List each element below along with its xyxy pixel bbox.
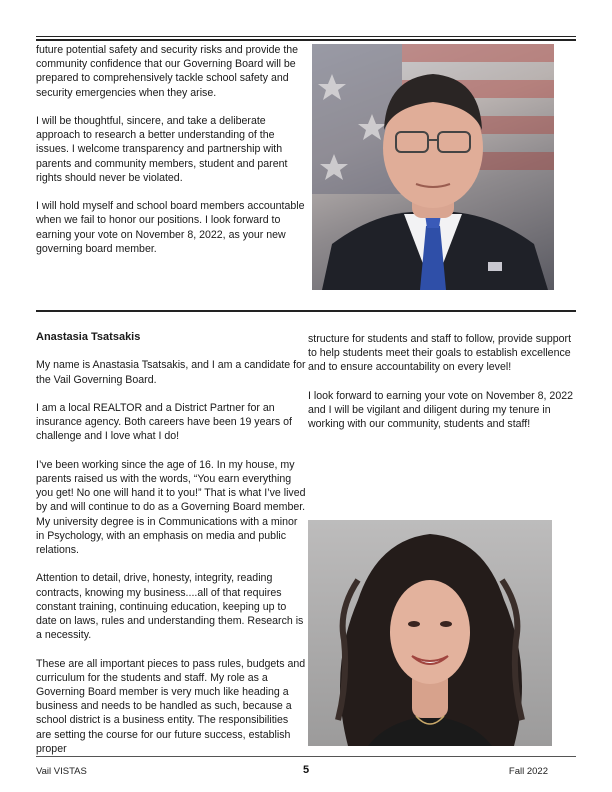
paragraph: These are all important pieces to pass rules, budgets and curriculum for the students and staff. My role as a Governing Board member is very much like heading a business and needs to be handled as such, because a school district is a business entity. The responsibilities are setting the course for our future success, establish proper <box>36 657 306 755</box>
paragraph: future potential safety and security risks and provide the community confidence that our Governing Board will be prepared to comprehensively tackle school safety and security emergencies when they arise. <box>36 44 299 99</box>
paragraph: I will be thoughtful, sincere, and take a deliberate approach to research a better understanding of the issues. I welcome transparency and partnership with parents and community members, student and parent rights should never be violated. <box>36 115 288 184</box>
paragraph: I’ve been working since the age of 16. In my house, my parents raised us with the words, “You earn everything you get! No one will hand it to you!” That is what I’ve lived by and will continue to do as a Governing Board member. My university degree is in Communications with a minor in Psychology, with an emphasis on media and public relations. <box>36 458 306 556</box>
top-rule-thick <box>36 39 576 41</box>
paragraph: I will hold myself and school board members accountable when we fail to honor our positions. I look forward to earning your vote on November 8, 2022, as your new governing board member. <box>36 200 305 255</box>
section-divider <box>36 310 576 312</box>
candidate-photo-man <box>312 44 554 290</box>
candidate-photo-anastasia-tsatsakis <box>308 520 552 746</box>
paragraph: I am a local REALTOR and a District Partner for an insurance agency. Both careers have been 19 years of challenge and I love what I do! <box>36 401 292 443</box>
top-rule <box>36 36 576 37</box>
paragraph: I look forward to earning your vote on November 8, 2022 and I will be vigilant and diligent during my tenure in working with our community, students and staff! <box>308 389 573 431</box>
footer-issue: Fall 2022 <box>508 766 548 777</box>
paragraph: My name is Anastasia Tsatsakis, and I am a candidate for the Vail Governing Board. <box>36 359 306 386</box>
page-number: 5 <box>302 764 310 776</box>
footer-rule <box>36 756 576 757</box>
candidate-statement-right-column <box>308 332 576 431</box>
paragraph: Attention to detail, drive, honesty, integrity, reading contracts, knowing my business....all of that requires constant training, continuing education, keeping up to date on laws, rules and understanding them. Research is a necessity. <box>36 572 304 642</box>
candidate-statement-left-column <box>36 330 306 756</box>
footer-publication: Vail VISTAS <box>36 766 87 777</box>
previous-candidate-statement <box>36 43 306 256</box>
candidate-name: Anastasia Tsatsakis <box>36 331 141 343</box>
paragraph: structure for students and staff to follow, provide support to help students meet their goals to establish excellence and to ensure accountability on every level! <box>308 333 572 374</box>
